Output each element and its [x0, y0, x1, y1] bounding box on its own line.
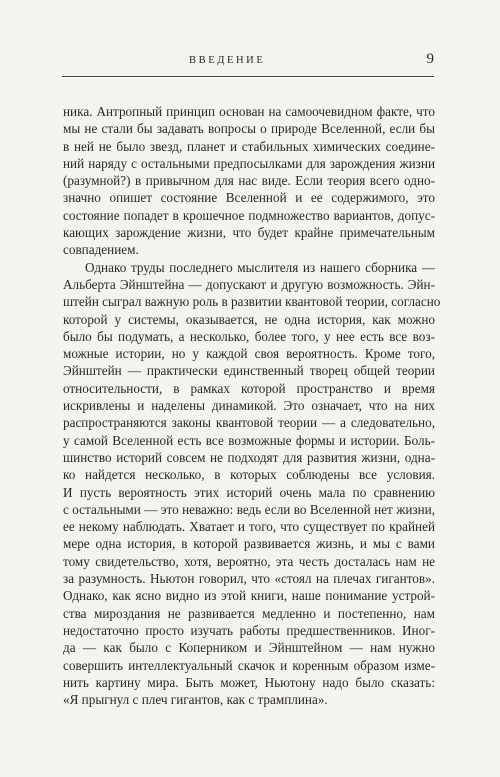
text-line: шинство историй совсем не подходят для развития жизни, одна-	[63, 449, 435, 465]
text-line: кающих зарождение жизни, что будет крайне примечательным	[63, 225, 435, 241]
running-head	[168, 51, 434, 71]
text-line: мере одна история, в которой развивается жизнь, и мы с вами	[63, 536, 435, 552]
text-line: совпадением.	[63, 242, 139, 258]
text-line: И пусть вероятность этих историй очень мала по сравнению	[63, 484, 435, 500]
text-line: с остальными — это неважно: ведь если во Вселенной нет жизни,	[63, 501, 435, 517]
body-text	[63, 103, 441, 708]
text-line: недостаточно просто изучать работы предшественников. Иног-	[63, 622, 435, 638]
text-line: Однако труды последнего мыслителя из нашего сборника —	[85, 259, 435, 275]
text-line: ее некому наблюдать. Хватает и того, что существует по крайней	[63, 519, 435, 535]
text-line: значно опишет состояние Вселенной и ее содержимого, это	[63, 190, 435, 206]
header-rule	[62, 76, 434, 77]
text-line: тому свидетельство, хотя, вероятно, эта честь досталась нам не	[63, 553, 435, 569]
text-line: (разумной?) в привычном для нас виде. Если теория всего одно-	[63, 173, 435, 189]
page-number: 9	[426, 51, 434, 67]
text-line: относительности, в рамках которой пространство и время	[63, 380, 435, 396]
text-line: мы не стали бы задавать вопросы о природе Вселенной, если бы	[63, 121, 435, 137]
text-line: состояние попадет в крошечное подмножество вариантов, допус-	[63, 207, 435, 223]
text-line: которой у системы, оказывается, не одна история, как можно	[63, 311, 435, 327]
text-line: было бы подумать, а несколько, более того, у нее есть все воз-	[63, 328, 435, 344]
chapter-title: ВВЕДЕНИЕ	[189, 55, 266, 66]
text-line: ко найдется несколько, в которых соблюдены все условия.	[63, 467, 435, 483]
text-line: можные истории, но у каждой своя вероятность. Кроме того,	[63, 346, 435, 362]
text-line: распространяются законы квантовой теории — а следовательно,	[63, 415, 435, 431]
text-line: искривлены и наделены динамикой. Это означает, что на них	[63, 398, 435, 414]
text-line: ний наряду с остальными предпосылками для зарождения жизни	[63, 155, 435, 171]
text-line: совершить интеллектуальный скачок и коренным образом изме-	[63, 657, 435, 673]
text-line: ника. Антропный принцип основан на самоочевидном факте, что	[63, 104, 435, 119]
text-line: Эйнштейн — практически единственный творец общей теории	[63, 363, 435, 379]
text-line: ства мироздания не развивается медленно и постепенно, нам	[63, 605, 435, 621]
text-line: Альберта Эйнштейна — допускают и другую возможность. Эйн-	[63, 276, 435, 292]
text-line: нить картину мира. Быть может, Ньютону надо было сказать:	[63, 674, 435, 690]
text-line: в ней не было звезд, планет и стабильных химических соедине-	[63, 138, 435, 154]
paragraph-2	[63, 259, 441, 709]
text-line: Однако, как ясно видно из этой книги, наше понимание устрой-	[63, 588, 435, 604]
text-line: да — как было с Коперником и Эйнштейном — нам нужно	[63, 640, 435, 656]
text-line: за разумность. Ньютон говорил, что «стоял на плечах гигантов».	[63, 571, 435, 587]
text-line: штейн сыграл важную роль в развитии квантовой теории, согласно	[63, 294, 441, 310]
text-line: «Я прыгнул с плеч гигантов, как с трамплина».	[63, 692, 328, 708]
text-line: у самой Вселенной есть все возможные формы и истории. Боль-	[63, 432, 435, 448]
paragraph-1	[63, 103, 435, 259]
